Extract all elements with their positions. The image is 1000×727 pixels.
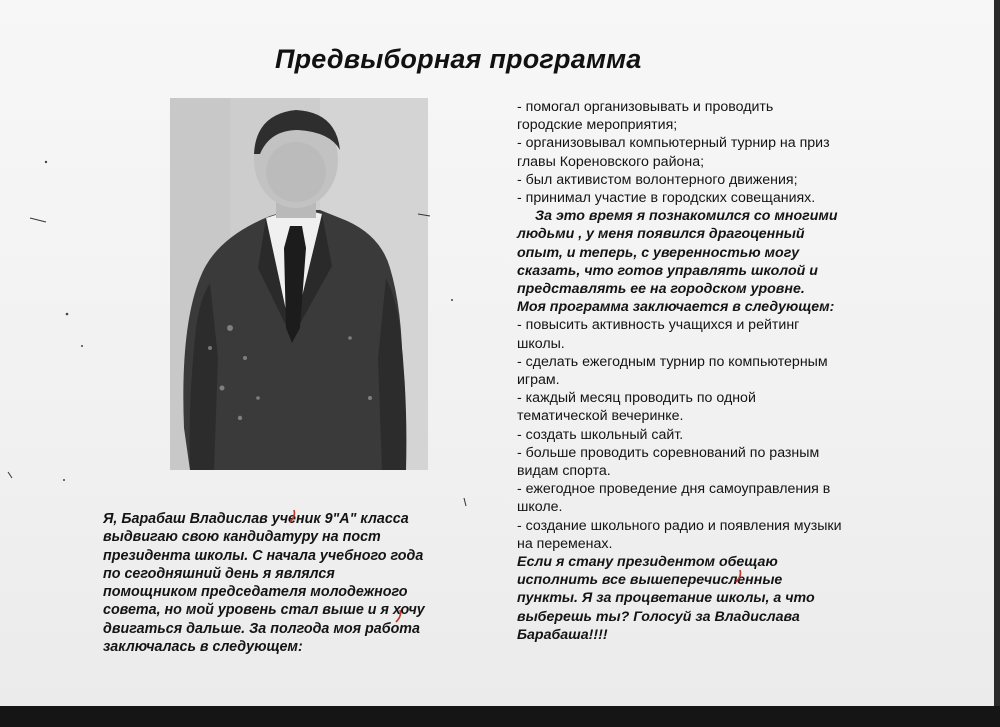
- program-line: - создание школьного радио и появления музыки: [517, 517, 842, 534]
- scan-edge-bottom: [0, 706, 1000, 727]
- activity-line: - помогал организовывать и проводить: [517, 99, 774, 115]
- activity-line: - принимал участие в городских совещаниях.: [517, 190, 816, 207]
- program-line: - сделать ежегодным турнир по компьютерным: [517, 353, 828, 370]
- page-title: Предвыборная программа: [275, 44, 642, 74]
- program-line: видам спорта.: [517, 463, 611, 480]
- closing-line: пункты. Я за процветание школы, а что: [517, 590, 815, 607]
- candidate-photo: [170, 98, 428, 470]
- closing-paragraph: [517, 553, 889, 644]
- scan-edge-right: [994, 0, 1000, 727]
- program-list: [517, 316, 889, 553]
- experience-paragraph: [517, 207, 889, 316]
- right-column: [517, 98, 889, 644]
- closing-line: Если я стану президентом обещаю: [517, 554, 778, 571]
- experience-line: опыт, и теперь, с уверенностью могу: [517, 244, 800, 261]
- program-line: школы.: [517, 335, 565, 352]
- experience-line: сказать, что готов управлять школой и: [517, 262, 818, 279]
- closing-line: исполнить все вышеперечисленные: [517, 572, 783, 589]
- intro-line: выдвигаю свою кандидатуру на пост: [103, 529, 381, 546]
- program-line: тематической вечеринке.: [517, 408, 684, 425]
- program-line: школе.: [517, 499, 563, 516]
- experience-line: За это время я познакомился со многими: [535, 208, 838, 225]
- program-heading: Моя программа заключается в следующем:: [517, 299, 835, 316]
- experience-line: людьми , у меня появился драгоценный: [517, 226, 805, 243]
- intro-line: совета, но мой уровень стал выше и я хочу: [103, 602, 425, 619]
- program-line: - повысить активность учащихся и рейтинг: [517, 317, 800, 334]
- intro-line: Я, Барабаш Владислав ученик 9"А" класса: [103, 511, 409, 527]
- activity-line: - был активистом волонтерного движения;: [517, 171, 798, 188]
- activity-line: - организовывал компьютерный турнир на приз: [517, 135, 830, 152]
- intro-line: двигаться дальше. За полгода моя работа: [103, 620, 420, 637]
- intro-line: по сегодняшний день я являлся: [103, 565, 335, 582]
- intro-line: помощником председателя молодежного: [103, 584, 408, 601]
- program-line: - создать школьный сайт.: [517, 426, 684, 443]
- activities-list: [517, 98, 889, 207]
- intro-paragraph: [103, 510, 488, 656]
- portrait-illustration: [170, 98, 428, 470]
- intro-line: президента школы. С начала учебного года: [103, 547, 424, 564]
- program-line: - ежегодное проведение дня самоуправления в: [517, 481, 831, 498]
- activity-line: городские мероприятия;: [517, 117, 678, 134]
- program-line: - больше проводить соревнований по разным: [517, 444, 820, 461]
- program-line: на переменах.: [517, 535, 613, 552]
- activity-line: главы Кореновского района;: [517, 153, 705, 170]
- closing-line: выберешь ты? Голосуй за Владислава: [517, 608, 800, 625]
- program-line: играм.: [517, 372, 560, 389]
- experience-line: представлять ее на городском уровне.: [517, 281, 805, 298]
- intro-line: заключалась в следующем:: [103, 639, 303, 656]
- closing-line: Барабаша!!!!: [517, 626, 608, 643]
- program-line: - каждый месяц проводить по одной: [517, 390, 756, 407]
